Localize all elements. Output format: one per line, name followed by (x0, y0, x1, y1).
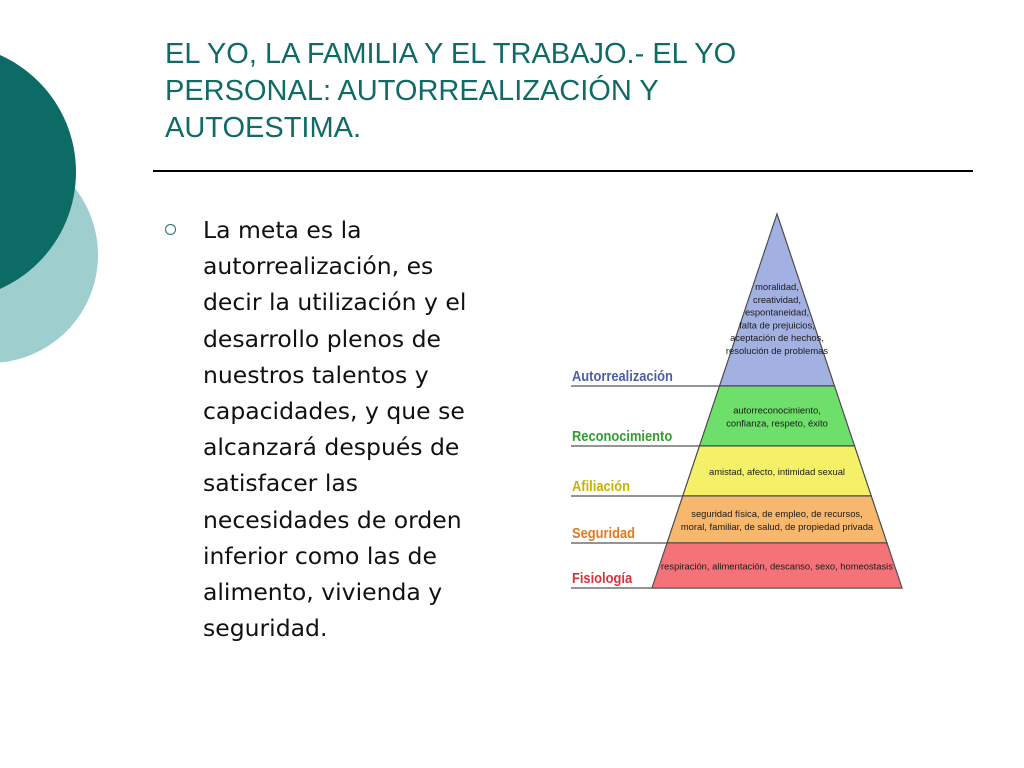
pyramid-band-highlight (699, 386, 854, 446)
decorative-circles (0, 0, 110, 420)
pyramid-band-text: seguridad física, de empleo, de recursos, (691, 508, 863, 520)
pyramid-level-label: Afiliación (572, 477, 630, 495)
pyramid-band-text: autorreconocimiento, (733, 404, 821, 416)
pyramid-band-text: aceptación de hechos, (730, 332, 824, 344)
pyramid-band-text: moralidad, (755, 281, 799, 292)
bullet-item (165, 212, 545, 646)
pyramid-band-text: amistad, afecto, intimidad sexual (708, 466, 846, 477)
pyramid-band-text: respiración, alimentación, descanso, sexo, homeostasis (661, 560, 893, 572)
pyramid-band-text: espontaneidad, (744, 306, 810, 318)
pyramid-level-label: Fisiología (572, 569, 633, 587)
bullet-text: La meta es la autorrealización, es decir la utilización y el desarrollo plenos de nuestros talentos y capacidades, y que se alcanzará después de satisfacer las necesidades de orden inferior como las de alimento, vivienda y seguridad. (203, 216, 467, 643)
bullet-circle-icon (165, 224, 176, 235)
pyramid-level-label: Seguridad (572, 524, 635, 542)
maslow-pyramid (565, 210, 910, 595)
pyramid-band-text: falta de prejuicios, (739, 319, 815, 331)
pyramid-band-text: confianza, respeto, éxito (726, 417, 828, 429)
slide-title: EL YO, LA FAMILIA Y EL TRABAJO.- EL YO PERSONAL: AUTORREALIZACIÓN Y AUTOESTIMA. (165, 38, 737, 144)
pyramid-band-text: creatividad, (753, 293, 801, 305)
pyramid-level-label: Reconocimiento (572, 427, 673, 445)
pyramid-band-text: resolución de problemas (725, 345, 829, 356)
pyramid-level-label: Autorrealización (572, 367, 673, 385)
pyramid-band-highlight (667, 496, 887, 543)
pyramid-band-text: moral, familiar, de salud, de propiedad privada (680, 520, 874, 532)
title-divider (153, 170, 973, 172)
